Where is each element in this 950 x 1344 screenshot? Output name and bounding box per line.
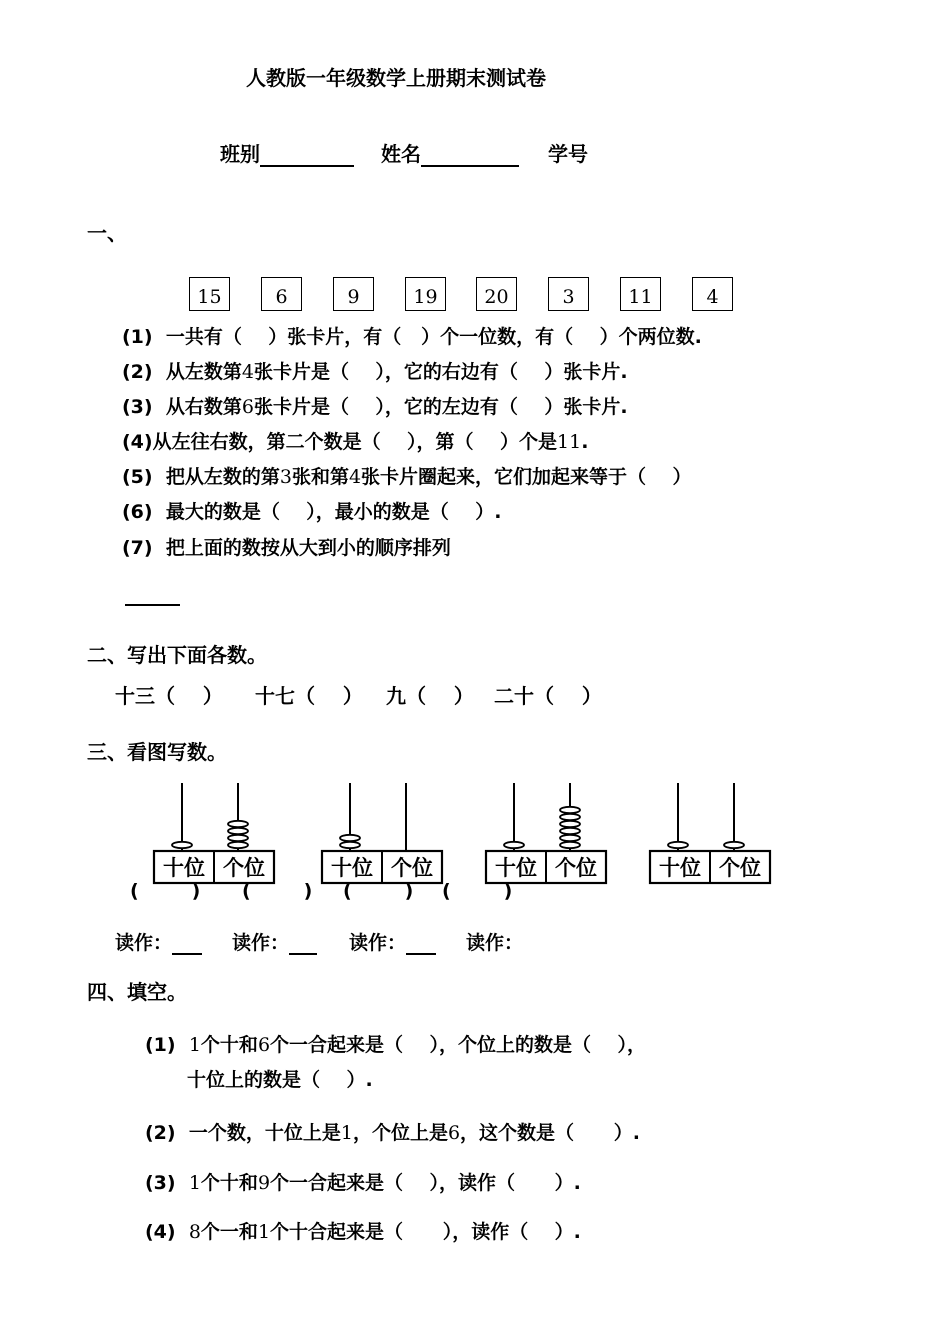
write-item-20: 二十（ ） xyxy=(494,684,602,708)
answer-line[interactable] xyxy=(125,604,180,606)
paren-3: ( ) xyxy=(343,880,414,902)
abacus-bead xyxy=(340,835,360,841)
question-4-1-cont: 十位上的数是（ ）. xyxy=(187,1069,373,1091)
name-label: 姓名 xyxy=(381,142,421,166)
abacus-bead xyxy=(560,835,580,841)
page-title: 人教版一年级数学上册期末测试卷 xyxy=(246,66,546,90)
read-blank[interactable] xyxy=(289,935,317,955)
tens-label: 十位 xyxy=(331,856,373,880)
read-as-3: 读作： xyxy=(349,928,436,955)
write-item-17: 十七（ ） xyxy=(255,684,363,708)
tens-label: 十位 xyxy=(495,856,537,880)
question-1-4: (4)从左往右数，第二个数是（ ），第（ ）个是11. xyxy=(122,431,589,453)
question-1-6: (6) 最大的数是（ ），最小的数是（ ）. xyxy=(122,501,502,523)
ones-label: 个位 xyxy=(719,856,761,880)
abacus xyxy=(486,783,606,883)
abacus-bead xyxy=(172,842,192,848)
question-1-5: (5) 把从左数的第3张和第4张卡片圈起来，它们加起来等于（ ） xyxy=(122,466,692,488)
question-4-3: (3) 1个十和9个一合起来是（ ），读作（ ）. xyxy=(145,1172,581,1194)
class-field[interactable] xyxy=(220,138,354,167)
read-as-1: 读作： xyxy=(115,928,202,955)
card: 9 xyxy=(333,277,374,311)
card: 11 xyxy=(620,277,661,311)
card: 4 xyxy=(692,277,733,311)
paren-4: ( ) xyxy=(442,880,513,902)
abacus xyxy=(154,783,274,883)
number-label: 学号 xyxy=(548,142,588,166)
abacus xyxy=(650,783,770,883)
section3-heading: 三、看图写数。 xyxy=(87,740,227,764)
abacus-bead xyxy=(228,842,248,848)
read-as-2: 读作： xyxy=(232,928,317,955)
write-item-9: 九（ ） xyxy=(386,684,474,708)
abacus-bead xyxy=(228,828,248,834)
read-blank[interactable] xyxy=(406,935,436,955)
card: 15 xyxy=(189,277,230,311)
name-blank[interactable] xyxy=(421,147,519,167)
card: 6 xyxy=(261,277,302,311)
section4-heading: 四、填空。 xyxy=(87,980,187,1004)
abacus-bead xyxy=(560,814,580,820)
abacus-bead xyxy=(228,835,248,841)
abacus-bead xyxy=(560,828,580,834)
read-blank[interactable] xyxy=(172,935,202,955)
paren-1: ( ) xyxy=(130,880,201,902)
question-4-1: (1) 1个十和6个一合起来是（ ），个位上的数是（ ）， xyxy=(145,1034,646,1056)
abacus xyxy=(322,783,442,883)
abacus-bead xyxy=(724,842,744,848)
question-4-4: (4) 8个一和1个十合起来是（ ），读作（ ）. xyxy=(145,1221,581,1243)
question-4-2: (2) 一个数，十位上是1，个位上是6，这个数是（ ）. xyxy=(145,1122,640,1144)
card: 3 xyxy=(548,277,589,311)
paren-2: ( ) xyxy=(242,880,313,902)
tens-label: 十位 xyxy=(659,856,701,880)
class-label: 班别 xyxy=(220,142,260,166)
abacus-bead xyxy=(560,821,580,827)
ones-label: 个位 xyxy=(391,856,433,880)
read-as-4: 读作： xyxy=(466,932,524,954)
abacus-group xyxy=(154,783,770,883)
ones-label: 个位 xyxy=(223,856,265,880)
card: 19 xyxy=(405,277,446,311)
class-blank[interactable] xyxy=(260,147,354,167)
abacus-bead xyxy=(340,842,360,848)
abacus-figures xyxy=(140,775,790,890)
write-item-13: 十三（ ） xyxy=(115,684,223,708)
section1-heading: 一、 xyxy=(87,221,127,245)
abacus-bead xyxy=(228,821,248,827)
ones-label: 个位 xyxy=(555,856,597,880)
abacus-bead xyxy=(560,842,580,848)
question-1-2: (2) 从左数第4张卡片是（ ），它的右边有（ ）张卡片. xyxy=(122,361,628,383)
question-1-1: (1) 一共有（ ）张卡片，有（ ）个一位数，有（ ）个两位数. xyxy=(122,326,702,348)
abacus-bead xyxy=(504,842,524,848)
card: 20 xyxy=(476,277,517,311)
name-field[interactable] xyxy=(381,138,519,167)
question-1-3: (3) 从右数第6张卡片是（ ），它的左边有（ ）张卡片. xyxy=(122,396,628,418)
abacus-bead xyxy=(560,807,580,813)
abacus-bead xyxy=(668,842,688,848)
section2-heading: 二、写出下面各数。 xyxy=(87,643,267,667)
question-1-7: (7) 把上面的数按从大到小的顺序排列 xyxy=(122,537,451,559)
tens-label: 十位 xyxy=(163,856,205,880)
